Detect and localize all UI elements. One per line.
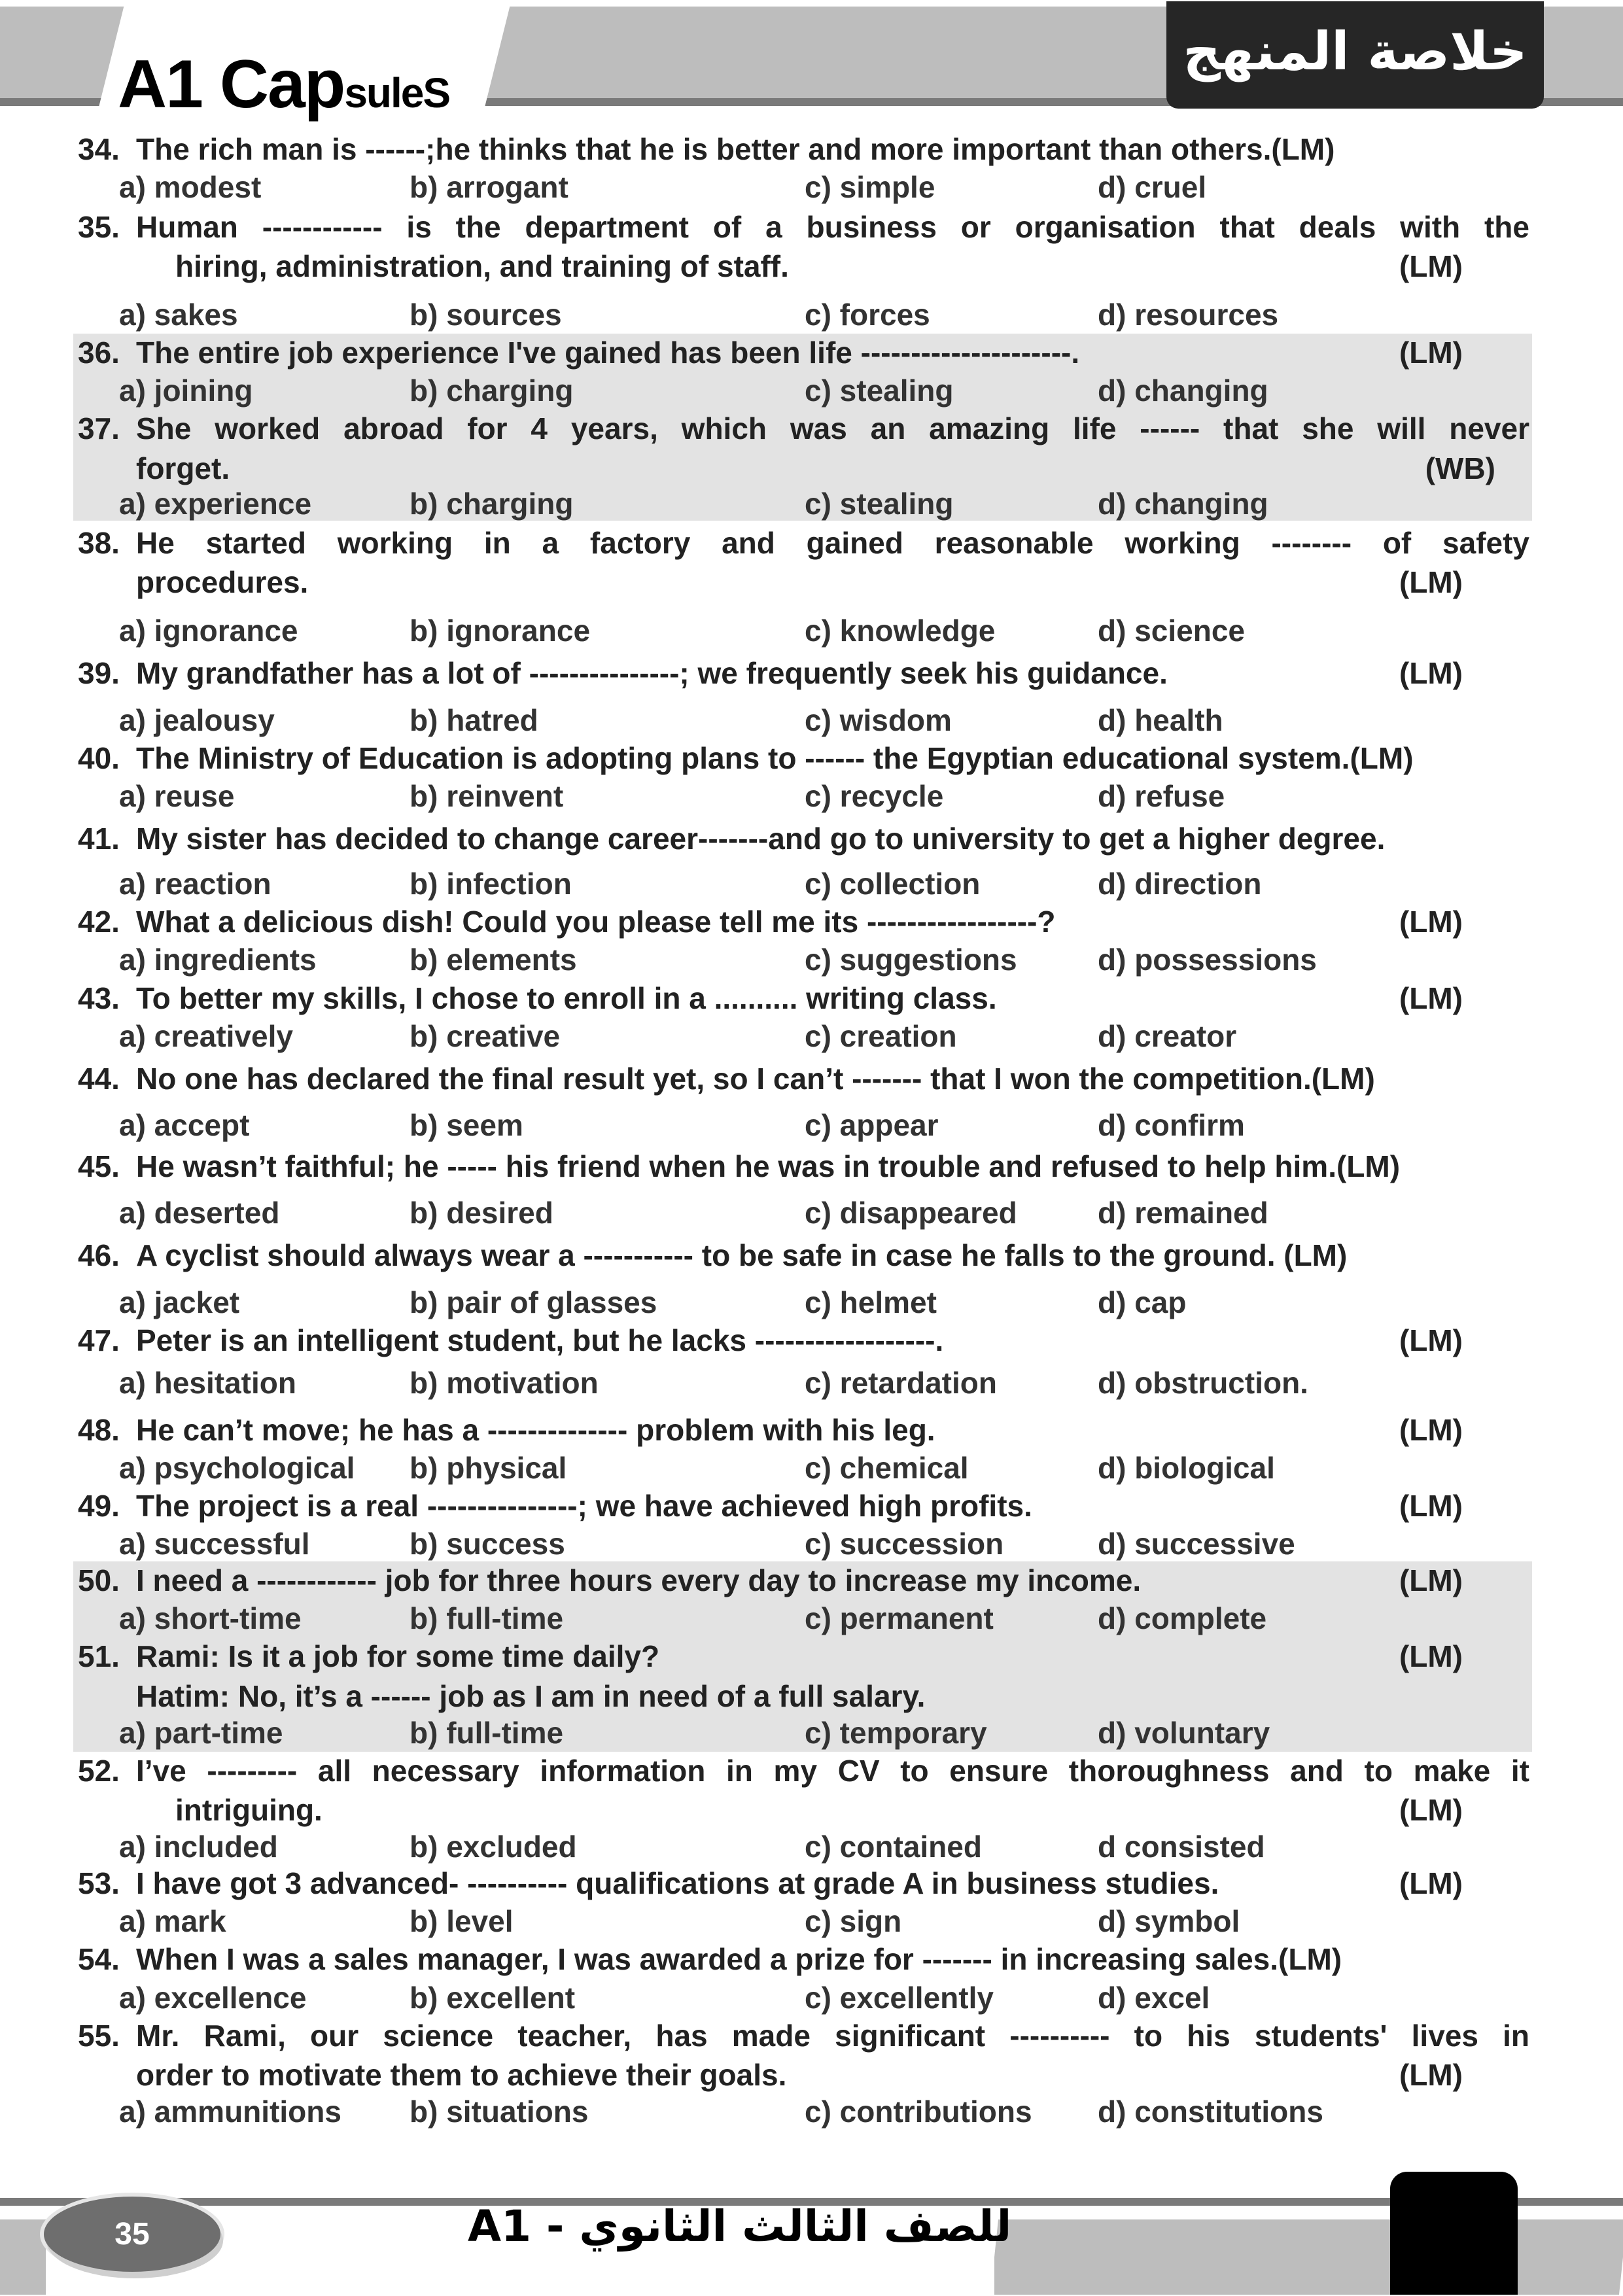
- question-text: She worked abroad for 4 years, which was an amazing life ------ that she will never: [136, 411, 1529, 445]
- question-text: He wasn’t faithful; he ----- his friend when he was in trouble and refused to help him.(LM): [136, 1149, 1401, 1183]
- answer-option-d[interactable]: d) constitutions: [1098, 2095, 1323, 2129]
- source-tag: (LM): [1399, 2058, 1463, 2092]
- answer-option-b[interactable]: b) arrogant: [410, 170, 568, 204]
- question-number: 42.: [78, 905, 120, 939]
- answer-option-d[interactable]: d) changing: [1098, 374, 1268, 408]
- answer-option-b[interactable]: b) level: [410, 1904, 514, 1938]
- question-text: To better my skills, I chose to enroll in a .......... writing class.: [136, 981, 997, 1015]
- question-number: 52.: [78, 1754, 120, 1788]
- answer-option-b[interactable]: b) sources: [410, 298, 562, 332]
- answer-option-b[interactable]: b) excellent: [410, 1981, 576, 2015]
- answer-option-c[interactable]: c) succession: [805, 1527, 1004, 1561]
- answer-option-d[interactable]: d) cruel: [1098, 170, 1207, 204]
- question-text: He started working in a factory and gained reasonable working -------- of safety: [136, 526, 1529, 560]
- answer-option-b[interactable]: b) charging: [410, 487, 574, 521]
- source-tag: (LM): [1399, 1866, 1463, 1900]
- question-text: intriguing.: [175, 1793, 323, 1827]
- answer-option-c[interactable]: c) forces: [805, 298, 930, 332]
- question-text: A cyclist should always wear a ----------- to be safe in case he falls to the ground. (LM): [136, 1238, 1348, 1272]
- answer-option-a[interactable]: a) ingredients: [119, 943, 317, 977]
- answer-option-b[interactable]: b) success: [410, 1527, 565, 1561]
- question-number: 54.: [78, 1942, 120, 1976]
- question-text: Human ------------ is the department of a business or organisation that deals with the: [136, 210, 1529, 244]
- question-text: What a delicious dish! Could you please tell me its -----------------?: [136, 905, 1056, 939]
- brand-logo: [118, 46, 449, 124]
- answer-option-c[interactable]: c) sign: [805, 1904, 902, 1938]
- answer-option-b[interactable]: b) ignorance: [410, 614, 591, 648]
- answer-option-b[interactable]: b) motivation: [410, 1366, 599, 1400]
- question-number: 36.: [78, 336, 120, 370]
- question-text: He can’t move; he has a -------------- problem with his leg.: [136, 1413, 935, 1447]
- answer-option-d[interactable]: d) science: [1098, 614, 1245, 648]
- question-text: The Ministry of Education is adopting plans to ------ the Egyptian educational system.(LM): [136, 741, 1414, 775]
- answer-option-a[interactable]: a) joining: [119, 374, 253, 408]
- answer-option-a[interactable]: a) accept: [119, 1108, 250, 1142]
- footer-band: [990, 2219, 1623, 2295]
- source-tag: (LM): [1399, 981, 1463, 1015]
- answer-option-d[interactable]: d) direction: [1098, 867, 1262, 901]
- question-number: 46.: [78, 1238, 120, 1272]
- question-number: 51.: [78, 1639, 120, 1673]
- answer-option-a[interactable]: a) jacket: [119, 1285, 240, 1319]
- answer-option-d[interactable]: d) successive: [1098, 1527, 1295, 1561]
- section-title: خلاصة المنهج: [1183, 21, 1527, 82]
- answer-option-a[interactable]: a) hesitation: [119, 1366, 296, 1400]
- answer-option-c[interactable]: c) contained: [805, 1830, 982, 1864]
- question-number: 53.: [78, 1866, 120, 1900]
- footer-tab: [1390, 2172, 1518, 2295]
- answer-option-d[interactable]: d) creator: [1098, 1019, 1237, 1053]
- question-text: My grandfather has a lot of ---------------; we frequently seek his guidance.: [136, 656, 1168, 690]
- source-tag: (LM): [1399, 565, 1463, 599]
- question-text: The project is a real ---------------; we have achieved high profits.: [136, 1489, 1032, 1523]
- answer-option-d[interactable]: d) excel: [1098, 1981, 1210, 2015]
- answer-option-c[interactable]: c) helmet: [805, 1285, 937, 1319]
- answer-option-d[interactable]: d) biological: [1098, 1451, 1275, 1485]
- answer-option-d[interactable]: d) confirm: [1098, 1108, 1245, 1142]
- answer-option-c[interactable]: c) excellently: [805, 1981, 994, 2015]
- question-number: 34.: [78, 132, 120, 166]
- question-number: 55.: [78, 2019, 120, 2053]
- answer-option-a[interactable]: a) reaction: [119, 867, 271, 901]
- question-number: 47.: [78, 1323, 120, 1357]
- source-tag: (LM): [1399, 656, 1463, 690]
- answer-option-c[interactable]: c) stealing: [805, 487, 954, 521]
- answer-option-b[interactable]: b) pair of glasses: [410, 1285, 657, 1319]
- question-text: forget.: [136, 451, 230, 485]
- question-number: 48.: [78, 1413, 120, 1447]
- answer-option-b[interactable]: b) desired: [410, 1196, 553, 1230]
- question-text: I have got 3 advanced- ---------- qualifications at grade A in business studies.: [136, 1866, 1219, 1900]
- footer-title: A1 - للصف الثالث الثانوي: [468, 2201, 1012, 2252]
- answer-option-c[interactable]: c) appear: [805, 1108, 939, 1142]
- source-tag: (LM): [1399, 1489, 1463, 1523]
- answer-option-a[interactable]: a) ignorance: [119, 614, 298, 648]
- question-text: order to motivate them to achieve their goals.: [136, 2058, 787, 2092]
- logo-small: suleS: [344, 69, 450, 116]
- question-number: 49.: [78, 1489, 120, 1523]
- question-text: When I was a sales manager, I was awarded a prize for ------- in increasing sales.(LM): [136, 1942, 1342, 1976]
- question-text: hiring, administration, and training of staff.: [175, 249, 789, 283]
- answer-option-c[interactable]: c) creation: [805, 1019, 957, 1053]
- answer-option-c[interactable]: c) stealing: [805, 374, 954, 408]
- answer-option-a[interactable]: a) successful: [119, 1527, 310, 1561]
- question-number: 41.: [78, 822, 120, 856]
- answer-option-a[interactable]: a) deserted: [119, 1196, 280, 1230]
- answer-option-b[interactable]: b) physical: [410, 1451, 567, 1485]
- question-text: Mr. Rami, our science teacher, has made significant ---------- to his students' lives in: [136, 2019, 1529, 2053]
- answer-option-b[interactable]: b) infection: [410, 867, 572, 901]
- answer-option-c[interactable]: c) recycle: [805, 779, 944, 813]
- question-text: The entire job experience I've gained has been life ---------------------.: [136, 336, 1080, 370]
- question-text: Peter is an intelligent student, but he lacks ------------------.: [136, 1323, 944, 1357]
- source-tag: (LM): [1399, 905, 1463, 939]
- answer-option-b[interactable]: b) full-time: [410, 1601, 564, 1635]
- answer-option-d[interactable]: d) symbol: [1098, 1904, 1240, 1938]
- answer-option-d[interactable]: d) obstruction.: [1098, 1366, 1308, 1400]
- source-tag: (WB): [1425, 451, 1495, 485]
- answer-option-c[interactable]: c) simple: [805, 170, 935, 204]
- answer-option-a[interactable]: a) part-time: [119, 1716, 283, 1750]
- answer-option-a[interactable]: a) sakes: [119, 298, 238, 332]
- source-tag: (LM): [1399, 336, 1463, 370]
- answer-option-a[interactable]: a) experience: [119, 487, 312, 521]
- answer-option-d[interactable]: d) health: [1098, 703, 1223, 737]
- question-number: 35.: [78, 210, 120, 244]
- answer-option-d[interactable]: d) changing: [1098, 487, 1268, 521]
- question-number: 37.: [78, 411, 120, 445]
- answer-option-b[interactable]: b) charging: [410, 374, 574, 408]
- answer-option-d[interactable]: d consisted: [1098, 1830, 1265, 1864]
- answer-option-b[interactable]: b) elements: [410, 943, 577, 977]
- answer-option-b[interactable]: b) seem: [410, 1108, 523, 1142]
- answer-option-d[interactable]: d) cap: [1098, 1285, 1187, 1319]
- answer-option-c[interactable]: c) contributions: [805, 2095, 1032, 2129]
- answer-option-c[interactable]: c) temporary: [805, 1716, 987, 1750]
- answer-option-b[interactable]: b) full-time: [410, 1716, 564, 1750]
- question-number: 50.: [78, 1563, 120, 1597]
- answer-option-b[interactable]: b) situations: [410, 2095, 589, 2129]
- answer-option-d[interactable]: d) resources: [1098, 298, 1279, 332]
- source-tag: (LM): [1399, 1323, 1463, 1357]
- logo-p: p: [304, 46, 345, 122]
- answer-option-d[interactable]: d) complete: [1098, 1601, 1267, 1635]
- question-text: Rami: Is it a job for some time daily?: [136, 1639, 660, 1673]
- answer-option-a[interactable]: a) excellence: [119, 1981, 307, 2015]
- answer-option-d[interactable]: d) remained: [1098, 1196, 1268, 1230]
- question-text: I’ve --------- all necessary information in my CV to ensure thoroughness and to make it: [136, 1754, 1529, 1788]
- section-title-box: [1166, 1, 1544, 109]
- answer-option-b[interactable]: b) excluded: [410, 1830, 577, 1864]
- answer-option-d[interactable]: d) voluntary: [1098, 1716, 1270, 1750]
- answer-option-c[interactable]: c) knowledge: [805, 614, 996, 648]
- question-text: My sister has decided to change career-------and go to university to get a higher degree.: [136, 822, 1386, 856]
- logo-main: A1 Ca: [118, 46, 304, 122]
- answer-option-a[interactable]: a) short-time: [119, 1601, 302, 1635]
- answer-option-b[interactable]: b) hatred: [410, 703, 538, 737]
- answer-option-b[interactable]: b) reinvent: [410, 779, 564, 813]
- source-tag: (LM): [1399, 249, 1463, 283]
- question-text: Hatim: No, it’s a ------ job as I am in need of a full salary.: [136, 1679, 926, 1713]
- source-tag: (LM): [1399, 1413, 1463, 1447]
- question-number: 45.: [78, 1149, 120, 1183]
- answer-option-d[interactable]: d) refuse: [1098, 779, 1225, 813]
- answer-option-a[interactable]: a) modest: [119, 170, 262, 204]
- source-tag: (LM): [1399, 1639, 1463, 1673]
- question-text: No one has declared the final result yet, so I can’t ------- that I won the competition.(LM): [136, 1062, 1375, 1096]
- question-number: 39.: [78, 656, 120, 690]
- answer-option-a[interactable]: a) included: [119, 1830, 278, 1864]
- question-number: 38.: [78, 526, 120, 560]
- answer-option-c[interactable]: c) retardation: [805, 1366, 997, 1400]
- answer-option-c[interactable]: c) wisdom: [805, 703, 952, 737]
- answer-option-a[interactable]: a) psychological: [119, 1451, 355, 1485]
- question-number: 44.: [78, 1062, 120, 1096]
- source-tag: (LM): [1399, 1563, 1463, 1597]
- question-text: procedures.: [136, 565, 309, 599]
- answer-option-c[interactable]: c) disappeared: [805, 1196, 1017, 1230]
- answer-option-c[interactable]: c) chemical: [805, 1451, 969, 1485]
- answer-option-c[interactable]: c) suggestions: [805, 943, 1017, 977]
- source-tag: (LM): [1399, 1793, 1463, 1827]
- question-text: I need a ------------ job for three hours every day to increase my income.: [136, 1563, 1142, 1597]
- question-number: 40.: [78, 741, 120, 775]
- answer-option-a[interactable]: a) mark: [119, 1904, 226, 1938]
- answer-option-c[interactable]: c) collection: [805, 867, 981, 901]
- answer-option-d[interactable]: d) possessions: [1098, 943, 1317, 977]
- answer-option-a[interactable]: a) creatively: [119, 1019, 293, 1053]
- question-number: 43.: [78, 981, 120, 1015]
- answer-option-a[interactable]: a) jealousy: [119, 703, 275, 737]
- answer-option-a[interactable]: a) reuse: [119, 779, 235, 813]
- question-text: The rich man is ------;he thinks that he is better and more important than others.(LM): [136, 132, 1335, 166]
- answer-option-a[interactable]: a) ammunitions: [119, 2095, 341, 2129]
- answer-option-c[interactable]: c) permanent: [805, 1601, 994, 1635]
- page-number: 35: [44, 2197, 220, 2272]
- answer-option-b[interactable]: b) creative: [410, 1019, 561, 1053]
